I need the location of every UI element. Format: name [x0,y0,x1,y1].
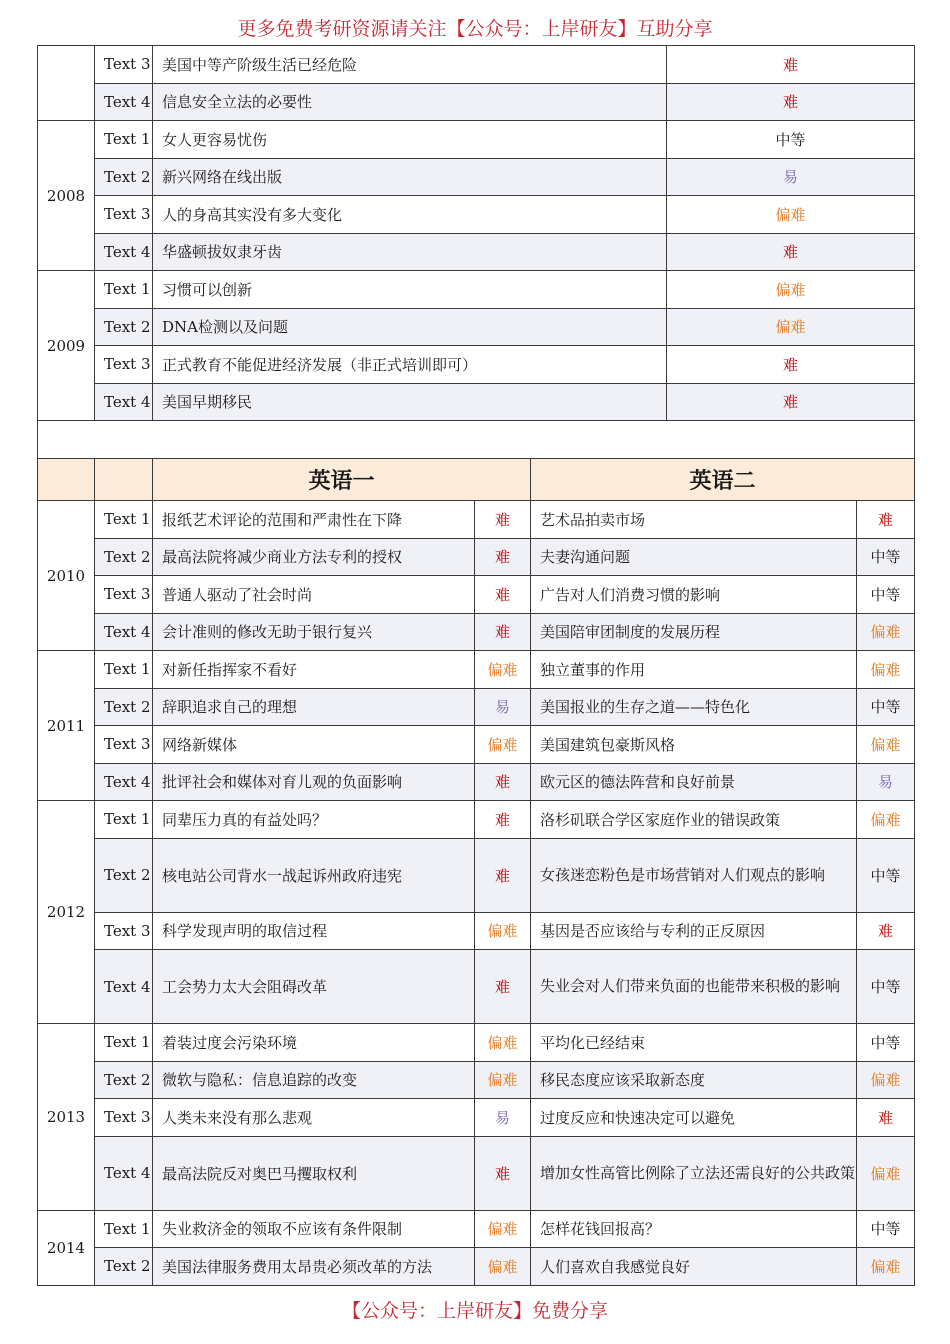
blank-spacer-row [38,421,915,459]
text-number-cell: Text 2 [95,1061,153,1099]
text-number-cell: Text 4 [95,83,153,121]
english1-topic-cell: 最高法院将减少商业方法专利的授权 [153,538,475,576]
difficulty-cell: 难 [667,233,915,271]
table-row [38,801,915,839]
table-row [38,651,915,689]
table-row [38,613,915,651]
table-row [38,346,915,384]
english2-difficulty-cell: 偏难 [857,1136,915,1210]
table-row [38,46,915,84]
text-number-cell: Text 4 [95,1136,153,1210]
english2-difficulty-cell: 难 [857,501,915,539]
table-row [38,950,915,1024]
english2-difficulty-cell: 中等 [857,950,915,1024]
english1-topic-cell: 辞职追求自己的理想 [153,688,475,726]
english2-topic-cell: 人们喜欢自我感觉良好 [531,1248,857,1286]
topic-cell: 人的身高其实没有多大变化 [153,196,667,234]
english2-topic-cell: 艺术品拍卖市场 [531,501,857,539]
difficulty-cell: 易 [667,158,915,196]
text-number-cell: Text 3 [95,576,153,614]
english1-difficulty-cell: 难 [475,1136,531,1210]
text-number-cell: Text 1 [95,651,153,689]
english1-difficulty-cell: 偏难 [475,1210,531,1248]
text-number-cell: Text 1 [95,271,153,309]
english1-topic-cell: 普通人驱动了社会时尚 [153,576,475,614]
topic-cell: 信息安全立法的必要性 [153,83,667,121]
english2-header: 英语二 [531,459,915,501]
english1-topic-cell: 最高法院反对奥巴马攫取权利 [153,1136,475,1210]
year-cell [38,46,95,121]
text-number-cell: Text 4 [95,233,153,271]
table-row [38,196,915,234]
english2-topic-cell: 独立董事的作用 [531,651,857,689]
year-cell: 2008 [38,121,95,271]
table-row [38,1099,915,1137]
text-number-cell: Text 3 [95,726,153,764]
table-row [38,383,915,421]
reading-difficulty-table-early [37,45,915,421]
text-number-cell: Text 1 [95,1024,153,1062]
year-cell: 2009 [38,271,95,421]
text-number-cell: Text 2 [95,158,153,196]
english1-difficulty-cell: 偏难 [475,912,531,950]
english2-topic-cell: 欧元区的德法阵营和良好前景 [531,763,857,801]
english1-topic-cell: 对新任指挥家不看好 [153,651,475,689]
english2-topic-cell: 移民态度应该采取新态度 [531,1061,857,1099]
english1-difficulty-cell: 难 [475,613,531,651]
section-header-row [38,459,915,501]
footer-banner: 【公众号：上岸研友】免费分享 [341,1300,608,1322]
english2-difficulty-cell: 中等 [857,576,915,614]
difficulty-cell: 难 [667,346,915,384]
english2-topic-cell: 失业会对人们带来负面的也能带来积极的影响 [531,950,857,1024]
reading-difficulty-table-comparison [37,420,915,1286]
table-row [38,538,915,576]
english1-difficulty-cell: 易 [475,688,531,726]
topic-cell: 新兴网络在线出版 [153,158,667,196]
header-banner: 更多免费考研资源请关注【公众号：上岸研友】互助分享 [237,18,713,40]
english1-difficulty-cell: 难 [475,576,531,614]
header-blank-year [38,459,95,501]
table-row [38,763,915,801]
text-number-cell: Text 4 [95,950,153,1024]
english2-topic-cell: 增加女性高管比例除了立法还需良好的公共政策 [531,1136,857,1210]
table-row [38,158,915,196]
difficulty-cell: 偏难 [667,271,915,309]
english1-difficulty-cell: 难 [475,763,531,801]
text-number-cell: Text 2 [95,308,153,346]
topic-cell: 美国中等产阶级生活已经危险 [153,46,667,84]
topic-cell: 美国早期移民 [153,383,667,421]
topic-cell: DNA检测以及问题 [153,308,667,346]
text-number-cell: Text 4 [95,763,153,801]
english2-topic-cell: 过度反应和快速决定可以避免 [531,1099,857,1137]
table-row [38,576,915,614]
english1-difficulty-cell: 偏难 [475,1248,531,1286]
text-number-cell: Text 1 [95,501,153,539]
english2-difficulty-cell: 偏难 [857,651,915,689]
text-number-cell: Text 3 [95,346,153,384]
english2-difficulty-cell: 中等 [857,1024,915,1062]
english2-difficulty-cell: 难 [857,912,915,950]
text-number-cell: Text 1 [95,121,153,159]
difficulty-cell: 偏难 [667,196,915,234]
english2-topic-cell: 洛杉矶联合学区家庭作业的错误政策 [531,801,857,839]
english1-topic-cell: 网络新媒体 [153,726,475,764]
text-number-cell: Text 3 [95,46,153,84]
english2-topic-cell: 基因是否应该给与专利的正反原因 [531,912,857,950]
text-number-cell: Text 2 [95,688,153,726]
english1-topic-cell: 核电站公司背水一战起诉州政府违宪 [153,838,475,912]
text-number-cell: Text 3 [95,196,153,234]
header-blank-text [95,459,153,501]
english1-difficulty-cell: 难 [475,950,531,1024]
english1-topic-cell: 人类未来没有那么悲观 [153,1099,475,1137]
table-row [38,1024,915,1062]
table-row [38,838,915,912]
english1-topic-cell: 微软与隐私：信息追踪的改变 [153,1061,475,1099]
difficulty-cell: 难 [667,46,915,84]
difficulty-cell: 难 [667,83,915,121]
english2-difficulty-cell: 偏难 [857,801,915,839]
table-row [38,308,915,346]
year-cell: 2013 [38,1024,95,1211]
english1-difficulty-cell: 难 [475,538,531,576]
english2-difficulty-cell: 中等 [857,688,915,726]
text-number-cell: Text 4 [95,383,153,421]
english2-difficulty-cell: 易 [857,763,915,801]
table-row [38,1248,915,1286]
english2-difficulty-cell: 中等 [857,1210,915,1248]
english2-topic-cell: 怎样花钱回报高？ [531,1210,857,1248]
difficulty-cell: 难 [667,383,915,421]
english2-difficulty-cell: 难 [857,1099,915,1137]
text-number-cell: Text 3 [95,912,153,950]
table-row [38,1136,915,1210]
table-row [38,501,915,539]
year-cell: 2014 [38,1210,95,1285]
english2-difficulty-cell: 偏难 [857,1061,915,1099]
difficulty-cell: 偏难 [667,308,915,346]
table-row [38,688,915,726]
english1-topic-cell: 工会势力太大会阻碍改革 [153,950,475,1024]
english2-topic-cell: 美国建筑包豪斯风格 [531,726,857,764]
text-number-cell: Text 4 [95,613,153,651]
english1-topic-cell: 会计准则的修改无助于银行复兴 [153,613,475,651]
english1-difficulty-cell: 易 [475,1099,531,1137]
english2-difficulty-cell: 偏难 [857,726,915,764]
english2-topic-cell: 平均化已经结束 [531,1024,857,1062]
text-number-cell: Text 1 [95,1210,153,1248]
text-number-cell: Text 3 [95,1099,153,1137]
english2-topic-cell: 美国陪审团制度的发展历程 [531,613,857,651]
english1-topic-cell: 科学发现声明的取信过程 [153,912,475,950]
topic-cell: 习惯可以创新 [153,271,667,309]
english1-topic-cell: 失业救济金的领取不应该有条件限制 [153,1210,475,1248]
english1-difficulty-cell: 偏难 [475,1061,531,1099]
english1-header: 英语一 [153,459,531,501]
table-row [38,233,915,271]
table-row [38,726,915,764]
text-number-cell: Text 2 [95,538,153,576]
table-row [38,83,915,121]
english1-difficulty-cell: 难 [475,501,531,539]
english1-topic-cell: 同辈压力真的有益处吗？ [153,801,475,839]
table-row [38,912,915,950]
english2-difficulty-cell: 偏难 [857,1248,915,1286]
text-number-cell: Text 2 [95,838,153,912]
table-row [38,1061,915,1099]
english1-difficulty-cell: 偏难 [475,1024,531,1062]
english1-topic-cell: 批评社会和媒体对育儿观的负面影响 [153,763,475,801]
english2-topic-cell: 美国报业的生存之道——特色化 [531,688,857,726]
topic-cell: 正式教育不能促进经济发展（非正式培训即可） [153,346,667,384]
english1-difficulty-cell: 偏难 [475,651,531,689]
difficulty-cell: 中等 [667,121,915,159]
table-row [38,121,915,159]
english1-difficulty-cell: 难 [475,801,531,839]
english1-difficulty-cell: 难 [475,838,531,912]
year-cell: 2012 [38,801,95,1024]
english1-topic-cell: 着装过度会污染环境 [153,1024,475,1062]
table-row [38,271,915,309]
year-cell: 2011 [38,651,95,801]
text-number-cell: Text 2 [95,1248,153,1286]
topic-cell: 华盛顿拔奴隶牙齿 [153,233,667,271]
topic-cell: 女人更容易忧伤 [153,121,667,159]
english2-topic-cell: 女孩迷恋粉色是市场营销对人们观点的影响 [531,838,857,912]
english1-difficulty-cell: 偏难 [475,726,531,764]
table-row [38,1210,915,1248]
english1-topic-cell: 报纸艺术评论的范围和严肃性在下降 [153,501,475,539]
text-number-cell: Text 1 [95,801,153,839]
english1-topic-cell: 美国法律服务费用太昂贵必须改革的方法 [153,1248,475,1286]
english2-topic-cell: 广告对人们消费习惯的影响 [531,576,857,614]
year-cell: 2010 [38,501,95,651]
english2-difficulty-cell: 偏难 [857,613,915,651]
english2-topic-cell: 夫妻沟通问题 [531,538,857,576]
english2-difficulty-cell: 中等 [857,838,915,912]
english2-difficulty-cell: 中等 [857,538,915,576]
